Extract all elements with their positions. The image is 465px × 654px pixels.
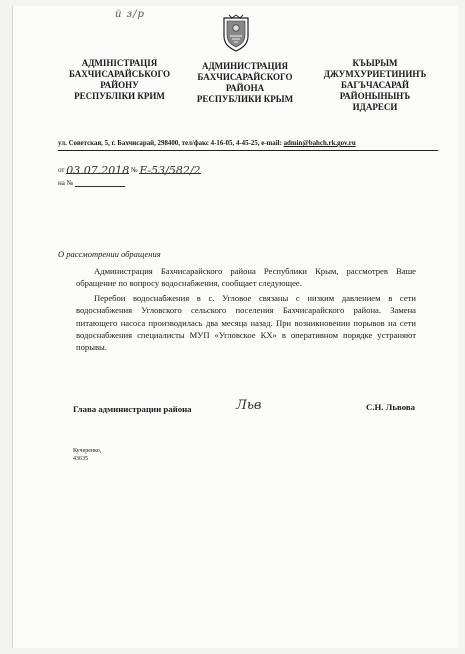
header-crimean-tatar: КЪЫРЫМ ДЖУМХУРИЕТИНИНЪ БАГЪЧАСАРАЙ РАЙОНЫНЫНЪ ИДАРЕСИ: [323, 58, 427, 112]
handwritten-number: Е-53/582/2: [139, 164, 201, 177]
email-link[interactable]: admin@bahch.rk.gov.ru: [283, 140, 356, 147]
signatory-title: Глава администрации района: [73, 404, 192, 414]
handwritten-signature: Льв: [236, 398, 262, 413]
header-russian: АДМИНИСТРАЦИЯ БАХЧИСАРАЙСКОГО РАЙОНА РЕСПУБЛИКИ КРЫМ: [196, 61, 294, 104]
header-ukrainian: АДМІНІСТРАЦІЯ БАХЧИСАРАЙСЬКОГО РАЙОНУ РЕСПУБЛІКИ КРИМ: [68, 58, 171, 101]
letter-subject: О рассмотрении обращения: [58, 249, 161, 259]
letter-body: [76, 265, 416, 356]
paragraph: Перебои водоснабжения в с. Угловое связаны с низким давлением в сети водоснабжения Угловского сельского поселения Бахчисарайского района. Замена питающего насоса производилась два месяца назад. При возникновении порывов на сети водоснабжения специалисты МУП «Угловское КХ» в оперативном порядке устраняют порывы.: [76, 292, 416, 353]
registration-reference: на №: [58, 177, 125, 187]
contact-line: ул. Советская, 5, г. Бахчисарай, 298400, тел/факс 4-16-05, 4-45-25, e-mail: admin@bahch.rk.gov.ru: [58, 140, 438, 151]
registration-date-number: от 03.07.2018 № Е-53/582/2: [58, 164, 201, 177]
paragraph: Администрация Бахчисарайского района Республики Крым, рассмотрев Ваше обращение по вопросу водоснабжения, сообщает следующее.: [76, 266, 416, 289]
signatory-name: С.Н. Львова: [366, 402, 416, 412]
coat-of-arms-icon: [221, 14, 251, 52]
handwritten-date: 03.07.2018: [66, 164, 130, 177]
executor-info: Кучеренко, 43635: [73, 448, 102, 462]
handwritten-note: й з/р: [115, 9, 145, 20]
